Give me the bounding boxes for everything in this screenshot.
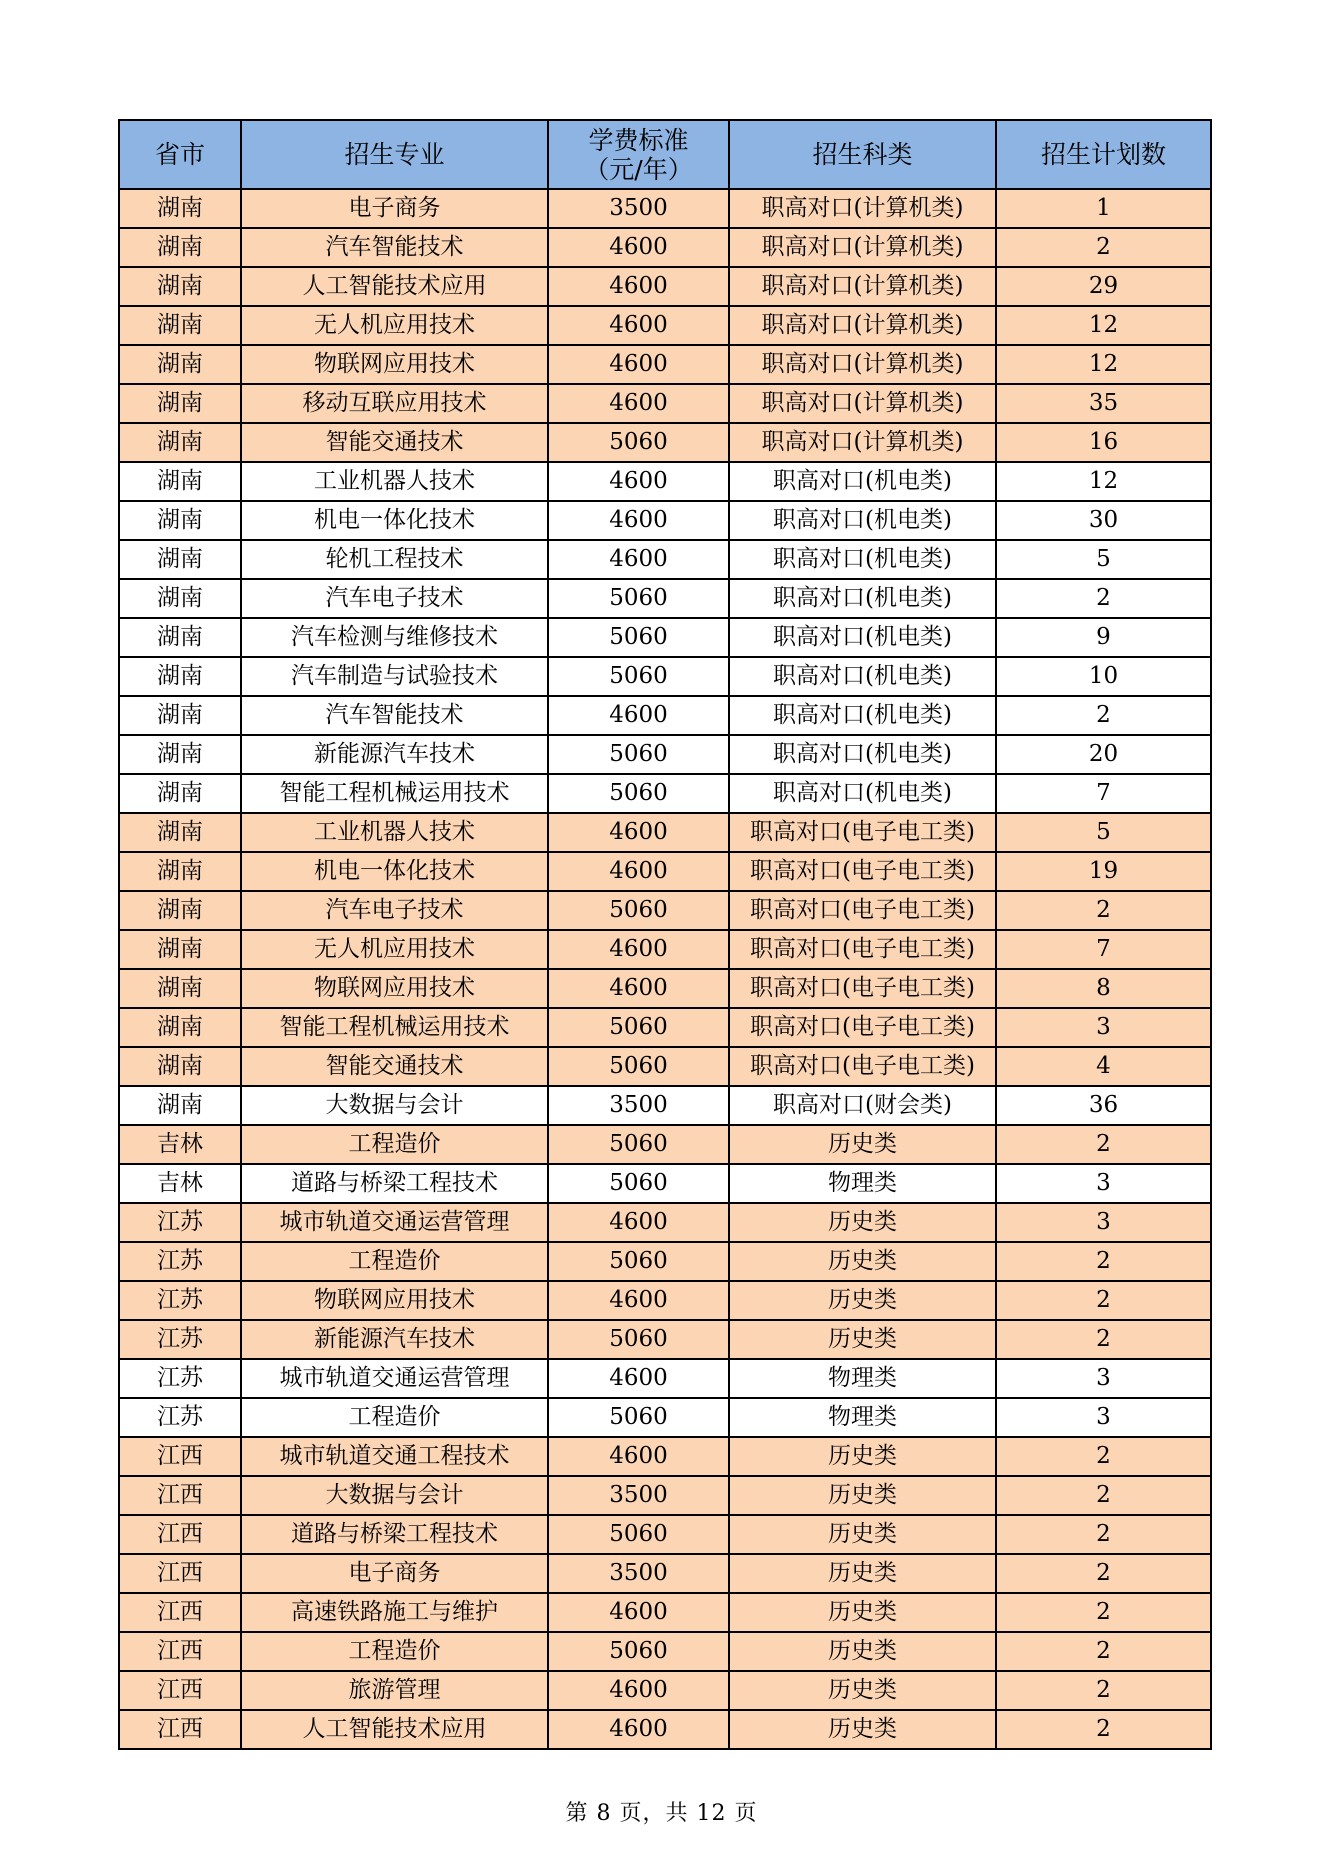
- cell-quota: 2: [996, 1632, 1211, 1671]
- table-row: [119, 891, 1211, 930]
- cell-fee: 4600: [548, 384, 729, 423]
- cell-province: 湖南: [119, 267, 241, 306]
- table-row: [119, 501, 1211, 540]
- cell-fee: 4600: [548, 306, 729, 345]
- cell-quota: 19: [996, 852, 1211, 891]
- cell-province: 湖南: [119, 969, 241, 1008]
- cell-category: 历史类: [729, 1710, 996, 1749]
- cell-quota: 3: [996, 1203, 1211, 1242]
- cell-fee: 4600: [548, 228, 729, 267]
- cell-quota: 7: [996, 930, 1211, 969]
- table-row: [119, 1242, 1211, 1281]
- cell-category: 职高对口(计算机类): [729, 228, 996, 267]
- table-row: [119, 1554, 1211, 1593]
- cell-province: 湖南: [119, 345, 241, 384]
- table-row: [119, 1710, 1211, 1749]
- cell-major: 道路与桥梁工程技术: [241, 1164, 548, 1203]
- table-row: [119, 696, 1211, 735]
- cell-category: 职高对口(机电类): [729, 657, 996, 696]
- cell-quota: 2: [996, 1281, 1211, 1320]
- cell-major: 人工智能技术应用: [241, 1710, 548, 1749]
- cell-province: 湖南: [119, 852, 241, 891]
- cell-province: 江苏: [119, 1203, 241, 1242]
- cell-fee: 4600: [548, 813, 729, 852]
- table-row: [119, 462, 1211, 501]
- cell-category: 物理类: [729, 1398, 996, 1437]
- table-row: [119, 1398, 1211, 1437]
- cell-major: 汽车电子技术: [241, 579, 548, 618]
- cell-major: 智能交通技术: [241, 1047, 548, 1086]
- cell-quota: 4: [996, 1047, 1211, 1086]
- table-header: [119, 120, 1211, 189]
- table-row: [119, 1203, 1211, 1242]
- cell-fee: 5060: [548, 657, 729, 696]
- cell-fee: 5060: [548, 1242, 729, 1281]
- cell-province: 湖南: [119, 423, 241, 462]
- cell-province: 湖南: [119, 306, 241, 345]
- cell-fee: 3500: [548, 1476, 729, 1515]
- table-row: [119, 1047, 1211, 1086]
- cell-fee: 4600: [548, 852, 729, 891]
- cell-fee: 4600: [548, 1671, 729, 1710]
- cell-quota: 35: [996, 384, 1211, 423]
- cell-major: 工程造价: [241, 1632, 548, 1671]
- cell-quota: 20: [996, 735, 1211, 774]
- cell-major: 智能交通技术: [241, 423, 548, 462]
- table-row: [119, 657, 1211, 696]
- cell-province: 江苏: [119, 1359, 241, 1398]
- cell-major: 工程造价: [241, 1398, 548, 1437]
- table-row: [119, 345, 1211, 384]
- cell-category: 职高对口(电子电工类): [729, 930, 996, 969]
- cell-fee: 4600: [548, 1593, 729, 1632]
- table-row: [119, 1359, 1211, 1398]
- cell-category: 职高对口(电子电工类): [729, 969, 996, 1008]
- header-quota: 招生计划数: [996, 120, 1211, 189]
- cell-quota: 1: [996, 189, 1211, 228]
- cell-category: 历史类: [729, 1671, 996, 1710]
- cell-category: 职高对口(机电类): [729, 540, 996, 579]
- cell-province: 湖南: [119, 891, 241, 930]
- header-row: [119, 120, 1211, 189]
- cell-fee: 4600: [548, 1203, 729, 1242]
- cell-category: 物理类: [729, 1359, 996, 1398]
- cell-fee: 5060: [548, 1008, 729, 1047]
- cell-category: 职高对口(机电类): [729, 579, 996, 618]
- cell-province: 湖南: [119, 384, 241, 423]
- cell-major: 大数据与会计: [241, 1086, 548, 1125]
- cell-major: 智能工程机械运用技术: [241, 774, 548, 813]
- cell-quota: 29: [996, 267, 1211, 306]
- table-row: [119, 969, 1211, 1008]
- cell-category: 历史类: [729, 1320, 996, 1359]
- cell-major: 高速铁路施工与维护: [241, 1593, 548, 1632]
- table-row: [119, 1164, 1211, 1203]
- cell-quota: 9: [996, 618, 1211, 657]
- cell-major: 电子商务: [241, 189, 548, 228]
- header-fee-line1: 学费标准: [588, 125, 689, 155]
- cell-fee: 5060: [548, 579, 729, 618]
- page-number: 第 8 页，共 12 页: [565, 1801, 758, 1826]
- cell-fee: 5060: [548, 1164, 729, 1203]
- table-row: [119, 1086, 1211, 1125]
- cell-quota: 30: [996, 501, 1211, 540]
- cell-major: 城市轨道交通运营管理: [241, 1359, 548, 1398]
- cell-quota: 3: [996, 1359, 1211, 1398]
- cell-category: 职高对口(计算机类): [729, 423, 996, 462]
- table-row: [119, 228, 1211, 267]
- cell-category: 职高对口(电子电工类): [729, 1008, 996, 1047]
- table-row: [119, 735, 1211, 774]
- cell-category: 职高对口(电子电工类): [729, 1047, 996, 1086]
- cell-category: 职高对口(机电类): [729, 774, 996, 813]
- cell-fee: 5060: [548, 1125, 729, 1164]
- cell-category: 历史类: [729, 1632, 996, 1671]
- cell-major: 无人机应用技术: [241, 930, 548, 969]
- cell-province: 湖南: [119, 813, 241, 852]
- cell-major: 城市轨道交通运营管理: [241, 1203, 548, 1242]
- cell-category: 历史类: [729, 1203, 996, 1242]
- cell-province: 江苏: [119, 1398, 241, 1437]
- table-row: [119, 1476, 1211, 1515]
- cell-major: 无人机应用技术: [241, 306, 548, 345]
- cell-fee: 4600: [548, 540, 729, 579]
- cell-province: 江西: [119, 1593, 241, 1632]
- cell-province: 湖南: [119, 930, 241, 969]
- cell-province: 湖南: [119, 462, 241, 501]
- cell-province: 江西: [119, 1632, 241, 1671]
- table-row: [119, 618, 1211, 657]
- cell-category: 职高对口(电子电工类): [729, 852, 996, 891]
- cell-province: 江苏: [119, 1242, 241, 1281]
- table-row: [119, 579, 1211, 618]
- cell-major: 新能源汽车技术: [241, 1320, 548, 1359]
- cell-quota: 2: [996, 1242, 1211, 1281]
- cell-quota: 2: [996, 228, 1211, 267]
- cell-quota: 2: [996, 891, 1211, 930]
- table-row: [119, 1125, 1211, 1164]
- cell-category: 物理类: [729, 1164, 996, 1203]
- table-row: [119, 1593, 1211, 1632]
- table-row: [119, 1437, 1211, 1476]
- cell-major: 工业机器人技术: [241, 462, 548, 501]
- cell-province: 湖南: [119, 696, 241, 735]
- cell-province: 江西: [119, 1515, 241, 1554]
- cell-province: 江西: [119, 1437, 241, 1476]
- cell-fee: 4600: [548, 930, 729, 969]
- cell-province: 湖南: [119, 1086, 241, 1125]
- header-province: 省市: [119, 120, 241, 189]
- cell-category: 职高对口(电子电工类): [729, 813, 996, 852]
- cell-province: 湖南: [119, 228, 241, 267]
- table-row: [119, 1671, 1211, 1710]
- table-row: [119, 1008, 1211, 1047]
- cell-major: 汽车制造与试验技术: [241, 657, 548, 696]
- cell-province: 吉林: [119, 1125, 241, 1164]
- table-row: [119, 384, 1211, 423]
- cell-fee: 3500: [548, 189, 729, 228]
- cell-fee: 4600: [548, 696, 729, 735]
- cell-province: 湖南: [119, 1047, 241, 1086]
- cell-quota: 2: [996, 1476, 1211, 1515]
- cell-quota: 2: [996, 1554, 1211, 1593]
- cell-major: 汽车电子技术: [241, 891, 548, 930]
- cell-major: 物联网应用技术: [241, 1281, 548, 1320]
- header-fee-line2: （元/年）: [584, 154, 693, 184]
- cell-fee: 3500: [548, 1086, 729, 1125]
- cell-fee: 5060: [548, 774, 729, 813]
- cell-province: 湖南: [119, 1008, 241, 1047]
- cell-major: 智能工程机械运用技术: [241, 1008, 548, 1047]
- cell-major: 汽车智能技术: [241, 228, 548, 267]
- cell-category: 职高对口(机电类): [729, 462, 996, 501]
- cell-major: 机电一体化技术: [241, 501, 548, 540]
- cell-province: 江苏: [119, 1281, 241, 1320]
- cell-major: 工程造价: [241, 1125, 548, 1164]
- cell-fee: 5060: [548, 1398, 729, 1437]
- cell-major: 城市轨道交通工程技术: [241, 1437, 548, 1476]
- cell-category: 历史类: [729, 1242, 996, 1281]
- cell-quota: 16: [996, 423, 1211, 462]
- cell-major: 工程造价: [241, 1242, 548, 1281]
- cell-major: 汽车智能技术: [241, 696, 548, 735]
- cell-major: 机电一体化技术: [241, 852, 548, 891]
- cell-province: 江苏: [119, 1320, 241, 1359]
- cell-province: 湖南: [119, 735, 241, 774]
- cell-fee: 5060: [548, 1632, 729, 1671]
- cell-category: 职高对口(计算机类): [729, 189, 996, 228]
- table-row: [119, 1320, 1211, 1359]
- table-row: [119, 267, 1211, 306]
- table-row: [119, 813, 1211, 852]
- cell-quota: 10: [996, 657, 1211, 696]
- enrollment-plan-table: [118, 119, 1212, 1750]
- table-row: [119, 306, 1211, 345]
- cell-quota: 2: [996, 1671, 1211, 1710]
- cell-quota: 5: [996, 540, 1211, 579]
- cell-province: 江西: [119, 1710, 241, 1749]
- table-row: [119, 189, 1211, 228]
- cell-province: 湖南: [119, 540, 241, 579]
- cell-quota: 2: [996, 1125, 1211, 1164]
- cell-fee: 4600: [548, 501, 729, 540]
- table-row: [119, 774, 1211, 813]
- table-row: [119, 930, 1211, 969]
- cell-quota: 3: [996, 1398, 1211, 1437]
- cell-major: 人工智能技术应用: [241, 267, 548, 306]
- cell-fee: 5060: [548, 891, 729, 930]
- cell-province: 江西: [119, 1476, 241, 1515]
- cell-quota: 2: [996, 696, 1211, 735]
- cell-category: 历史类: [729, 1281, 996, 1320]
- cell-fee: 5060: [548, 1320, 729, 1359]
- cell-category: 职高对口(机电类): [729, 501, 996, 540]
- cell-province: 吉林: [119, 1164, 241, 1203]
- cell-major: 移动互联应用技术: [241, 384, 548, 423]
- header-major: 招生专业: [241, 120, 548, 189]
- cell-quota: 36: [996, 1086, 1211, 1125]
- cell-province: 湖南: [119, 618, 241, 657]
- cell-province: 湖南: [119, 189, 241, 228]
- cell-quota: 7: [996, 774, 1211, 813]
- cell-fee: 5060: [548, 423, 729, 462]
- cell-category: 职高对口(机电类): [729, 735, 996, 774]
- cell-category: 历史类: [729, 1437, 996, 1476]
- cell-quota: 3: [996, 1164, 1211, 1203]
- cell-category: 历史类: [729, 1125, 996, 1164]
- table-row: [119, 423, 1211, 462]
- cell-category: 历史类: [729, 1554, 996, 1593]
- cell-quota: 12: [996, 462, 1211, 501]
- cell-quota: 12: [996, 306, 1211, 345]
- cell-quota: 2: [996, 579, 1211, 618]
- cell-quota: 5: [996, 813, 1211, 852]
- header-fee: [548, 120, 729, 189]
- cell-fee: 5060: [548, 735, 729, 774]
- cell-fee: 5060: [548, 1515, 729, 1554]
- cell-category: 职高对口(财会类): [729, 1086, 996, 1125]
- cell-province: 江西: [119, 1554, 241, 1593]
- cell-quota: 2: [996, 1593, 1211, 1632]
- cell-major: 旅游管理: [241, 1671, 548, 1710]
- cell-quota: 8: [996, 969, 1211, 1008]
- cell-province: 湖南: [119, 579, 241, 618]
- cell-province: 江西: [119, 1671, 241, 1710]
- cell-major: 物联网应用技术: [241, 345, 548, 384]
- table-row: [119, 1632, 1211, 1671]
- cell-quota: 3: [996, 1008, 1211, 1047]
- cell-province: 湖南: [119, 657, 241, 696]
- cell-major: 工业机器人技术: [241, 813, 548, 852]
- cell-category: 职高对口(计算机类): [729, 267, 996, 306]
- cell-fee: 4600: [548, 1359, 729, 1398]
- cell-major: 电子商务: [241, 1554, 548, 1593]
- cell-quota: 2: [996, 1320, 1211, 1359]
- table-row: [119, 1281, 1211, 1320]
- cell-fee: 4600: [548, 1710, 729, 1749]
- cell-fee: 4600: [548, 345, 729, 384]
- cell-fee: 3500: [548, 1554, 729, 1593]
- cell-category: 职高对口(计算机类): [729, 384, 996, 423]
- cell-category: 历史类: [729, 1476, 996, 1515]
- cell-category: 历史类: [729, 1515, 996, 1554]
- cell-category: 职高对口(机电类): [729, 696, 996, 735]
- cell-province: 湖南: [119, 774, 241, 813]
- cell-category: 职高对口(计算机类): [729, 306, 996, 345]
- header-category: 招生科类: [729, 120, 996, 189]
- cell-major: 道路与桥梁工程技术: [241, 1515, 548, 1554]
- cell-major: 物联网应用技术: [241, 969, 548, 1008]
- cell-fee: 4600: [548, 1437, 729, 1476]
- cell-fee: 4600: [548, 267, 729, 306]
- table-body: [119, 189, 1211, 1749]
- cell-major: 新能源汽车技术: [241, 735, 548, 774]
- cell-fee: 4600: [548, 1281, 729, 1320]
- cell-fee: 4600: [548, 969, 729, 1008]
- cell-province: 湖南: [119, 501, 241, 540]
- cell-category: 职高对口(机电类): [729, 618, 996, 657]
- cell-quota: 2: [996, 1710, 1211, 1749]
- cell-category: 职高对口(计算机类): [729, 345, 996, 384]
- cell-major: 轮机工程技术: [241, 540, 548, 579]
- cell-major: 汽车检测与维修技术: [241, 618, 548, 657]
- cell-quota: 12: [996, 345, 1211, 384]
- cell-fee: 5060: [548, 1047, 729, 1086]
- table-row: [119, 1515, 1211, 1554]
- table-row: [119, 540, 1211, 579]
- cell-category: 历史类: [729, 1593, 996, 1632]
- cell-fee: 5060: [548, 618, 729, 657]
- cell-quota: 2: [996, 1437, 1211, 1476]
- cell-major: 大数据与会计: [241, 1476, 548, 1515]
- cell-category: 职高对口(电子电工类): [729, 891, 996, 930]
- cell-quota: 2: [996, 1515, 1211, 1554]
- cell-fee: 4600: [548, 462, 729, 501]
- table-row: [119, 852, 1211, 891]
